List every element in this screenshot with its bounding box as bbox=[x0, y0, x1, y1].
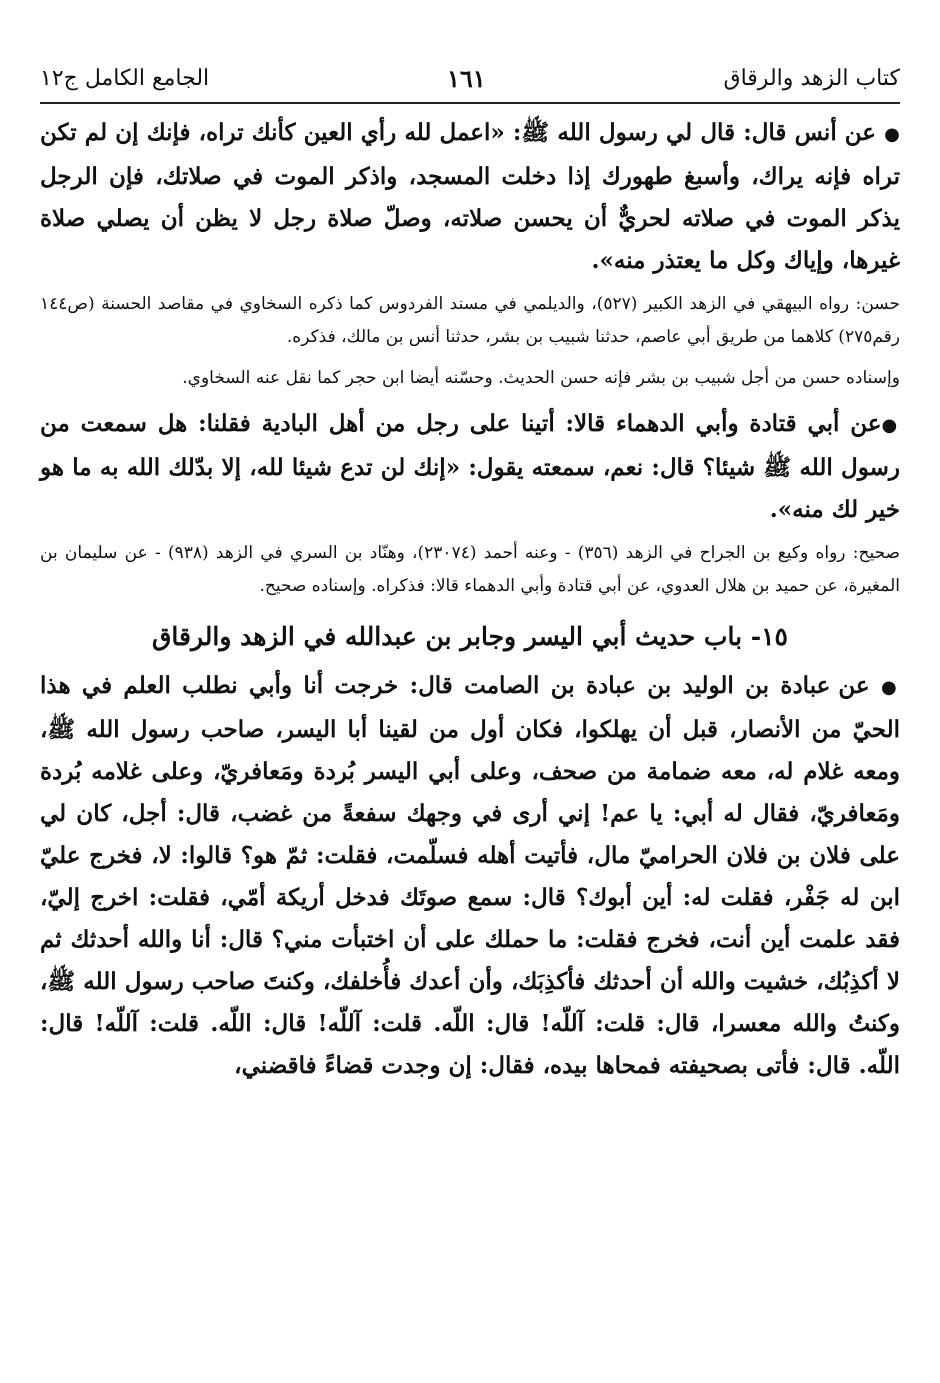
page-header bbox=[40, 58, 900, 98]
hadith-paragraph bbox=[40, 403, 900, 531]
bullet-icon: ● bbox=[881, 415, 900, 436]
volume-title: الجامع الكامل ج١٢ bbox=[40, 65, 210, 91]
bullet-icon: ● bbox=[880, 677, 900, 698]
header-divider bbox=[40, 102, 900, 104]
hadith-paragraph bbox=[40, 665, 900, 1087]
takhrij-note: حسن: رواه البيهقي في الزهد الكبير (٥٢٧)، والديلمي في مسند الفردوس كما ذكره السخاوي في مقاصد الحسنة (ص١٤٤ رقم٢٧٥) كلاهما من طريق أبي عاصم، حدثنا شبيب بن بشر، حدثنا أنس بن مالك، فذكره. bbox=[40, 294, 900, 347]
chapter-heading: ١٥- باب حديث أبي اليسر وجابر بن عبدالله في الزهد والرقاق bbox=[152, 622, 788, 651]
hadith-text: عن أنس قال: قال لي رسول الله ﷺ: «اعمل لله رأي العين كأنك تراه، فإنك إن لم تكن تراه فإنه يراك، وأسبغ طهورك إذا دخلت المسجد، واذكر الموت في صلاتك، فإن الرجل يذكر الموت في صلاته لحريٌّ أن يحسن صلاته، وصلّ صلاة رجل لا يظن أن يصلي صلاة غيرها، وإياك وكل ما يعتذر منه». bbox=[40, 119, 900, 274]
page-number: ١٦١ bbox=[447, 63, 486, 93]
takhrij-note: وإسناده حسن من أجل شبيب بن بشر فإنه حسن الحديث. وحسّنه أيضا ابن حجر كما نقل عنه السخاوي. bbox=[182, 368, 900, 388]
takhrij-note: صحيح: رواه وكيع بن الجراح في الزهد (٣٥٦) - وعنه أحمد (٢٣٠٧٤)، وهنّاد بن السري في الزهد (٩٣٨) - عن سليمان بن المغيرة، عن حميد بن هلال العدوي، عن أبي قتادة وأبي الدهماء قالا: فذكراه. وإسناده صحيح. bbox=[40, 543, 900, 596]
hadith-text: عن أبي قتادة وأبي الدهماء قالا: أتينا على رجل من أهل البادية فقلنا: هل سمعت من رسول الله ﷺ شيئا؟ قال: نعم، سمعته يقول: «إنك لن تدع شيئا لله، إلا بدّلك الله به ما هو خير لك منه». bbox=[40, 410, 901, 523]
page-body bbox=[40, 112, 900, 1093]
bullet-icon: ● bbox=[884, 124, 900, 145]
book-title: كتاب الزهد والرقاق bbox=[723, 65, 900, 91]
hadith-paragraph bbox=[40, 112, 900, 282]
hadith-text: عن عبادة بن الوليد بن عبادة بن الصامت قال: خرجت أنا وأبي نطلب العلم في هذا الحيّ من الأنصار، قبل أن يهلكوا، فكان أول من لقينا أبا اليسر، صاحب رسول الله ﷺ، ومعه غلام له، معه ضمامة من صحف، وعلى أبي اليسر بُردة ومَعافريّ، وعلى غلامه بُردة ومَعافريّ، فقال له أبي: يا عم! إني أرى في وجهك سفعةً من غضب، قال: أجل، كان لي على فلان بن فلان الحراميّ مال، فأتيت أهله فسلّمت، فقلت: ثمّ هو؟ قالوا: لا، فخرج عليّ ابن له جَفْر، فقلت له: أين أبوك؟ قال: سمع صوتَك فدخل أريكة أمّي، فقلت: اخرج إليّ، فقد علمت أين أنت، فخرج فقلت: ما حملك على أن اختبأت مني؟ قال: أنا والله أحدثك ثم لا أكذِبُك، خشيت والله أن أحدثك فأكذِبَك، وأن أعدك فأُخلفك، وكنتَ صاحب رسول الله ﷺ، وكنتُ والله معسرا، قال: قلت: آللّه! قال: اللّه. قلت: آللّه! قال: اللّه. قلت: آللّه! قال: اللّه. قال: فأتى بصحيفته فمحاها بيده، فقال: إن وجدت قضاءً فاقضني، bbox=[40, 672, 900, 1079]
